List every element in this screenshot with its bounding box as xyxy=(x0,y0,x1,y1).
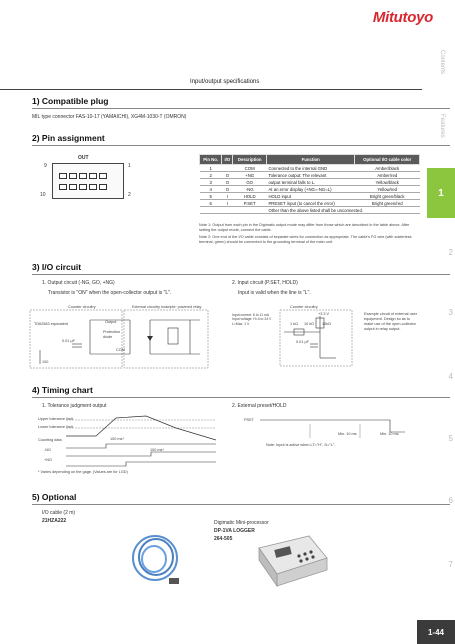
pin-note-1: Note 1: Output from each pin in the Digimatic output mode may differ from those which are described in the table above. After setting the output mode, connect the cable. xyxy=(199,223,410,232)
connector-pin9: 9 xyxy=(44,163,47,169)
varies-note: * Varies depending on the gage. (Values are for LGD) xyxy=(38,470,128,474)
tr-label: TD62583 equivalent xyxy=(34,322,68,326)
input-cap-label: 0.01 μF xyxy=(296,340,309,344)
tab-1[interactable]: 1 xyxy=(427,168,455,218)
preset-timing-diagram xyxy=(240,414,410,444)
min2-label: Min. 10 ms xyxy=(380,432,399,436)
tab-2[interactable]: 2 xyxy=(448,248,453,257)
col-io: I/O xyxy=(222,155,233,165)
heading-optional: 5) Optional xyxy=(32,492,77,502)
connector-label: OUT xyxy=(78,155,89,161)
table-row: 1 COM Connected to the internal GND Amber/black xyxy=(200,165,420,172)
connector-pin1: 1 xyxy=(128,163,131,169)
heading-pin-assignment: 2) Pin assignment xyxy=(32,133,105,143)
timing-item2: 2. External preset/HOLD xyxy=(232,403,287,409)
pin-note-2: Note 2: One end of the I/O cable consists of separate wires for connection as appropriate. The cable's FG wire (with solderless terminal, green) should be connected to the grounding terminal of the main unit. xyxy=(199,235,412,244)
input-circuit-diagram xyxy=(280,310,356,368)
section-title-bar xyxy=(0,79,422,90)
io-item1-title: 1. Output circuit (-NG, GO, +NG) xyxy=(42,280,115,286)
cable-label: I/O cable (2 m) xyxy=(42,510,76,516)
table-row: 6 I P.SET PRESET input (to cancel the error) Bright green/red xyxy=(200,200,420,207)
brand-logo: Mitutoyo xyxy=(372,9,433,26)
table-row-other: Other than the above listed shall be unconnected. xyxy=(200,207,420,214)
io-cable-image xyxy=(125,522,187,592)
pin-table xyxy=(199,154,420,214)
pos-label: +NG xyxy=(44,458,52,462)
input-r2-label: 10 kΩ xyxy=(304,322,315,326)
tolerance-timing-diagram xyxy=(66,414,216,474)
input-r3-label: 10kΩ xyxy=(322,322,331,326)
heading-io-circuit: 3) I/O circuit xyxy=(32,262,82,272)
io-item2-sub: Input is valid when the line is "L". xyxy=(238,290,311,296)
tab-3[interactable]: 3 xyxy=(448,308,453,317)
input-active-note: Note: Input is active when LT="H", D="L". xyxy=(266,443,336,447)
tab-7[interactable]: 7 xyxy=(448,560,453,569)
tab-5[interactable]: 5 xyxy=(448,434,453,443)
mini-processor-image xyxy=(253,528,331,590)
table-row: 3 O GO output terminal falls to L. Yellow/black xyxy=(200,179,420,186)
heading-timing-chart: 4) Timing chart xyxy=(32,385,93,395)
com-label: COM xyxy=(116,348,125,352)
section-title: Input/output specifications xyxy=(190,79,260,85)
processor-name: DP-1VA LOGGER xyxy=(214,528,255,534)
cable-code: 21HZA222 xyxy=(42,518,67,524)
timing-item1: 1. Tolerance judgment output xyxy=(42,403,107,409)
io-item2-title: 2. Input circuit (P.SET, HOLD) xyxy=(232,280,298,286)
min1-label: Min. 10 ms xyxy=(338,432,357,436)
protection-diode-label: Protection diode xyxy=(103,330,121,339)
example-circuit-note: Example circuit of external user equipment. Design so as to make use of the open-collector output in relay output. xyxy=(364,312,417,331)
connector-diagram xyxy=(52,163,124,199)
tab-contents[interactable]: Contents xyxy=(439,50,445,75)
page-number: 1-44 xyxy=(417,620,455,644)
external-circuitry-label: External circuitry example: powered relay xyxy=(132,305,202,309)
output-r-label: 100 xyxy=(42,360,49,364)
output-label: Output xyxy=(105,320,117,324)
t1-label: 100 ms* xyxy=(110,437,124,441)
lower-limit-label: Lower tolerance limit xyxy=(38,425,73,429)
output-cap-label: 0.01 μF xyxy=(62,339,75,343)
table-row: 2 O +NG Tolerance output: The relevant Amber/red xyxy=(200,172,420,179)
input-v-label: +3.3 V xyxy=(318,312,330,316)
processor-code: 264-505 xyxy=(214,536,233,542)
upper-limit-label: Upper tolerance limit xyxy=(38,417,73,421)
footer xyxy=(0,620,455,644)
input-spec: Input current: 6 to 11 mA Input voltage: H=4 to 24 V L=Max. 1 V xyxy=(232,313,272,326)
tab-features[interactable]: Features xyxy=(439,114,445,138)
col-pin-no: Pin No. xyxy=(200,155,222,165)
connector-pin10: 10 xyxy=(40,192,46,198)
pset-label: PSET xyxy=(244,418,254,422)
table-row: 4 O -NG At an error display (+NG=-NG=L) Yellow/red xyxy=(200,186,420,193)
tab-4[interactable]: 4 xyxy=(448,372,453,381)
side-tabs xyxy=(425,36,455,596)
counter-circuitry-label-2: Counter circuitry xyxy=(290,305,318,309)
counter-circuitry-label: Counter circuitry xyxy=(68,305,96,309)
heading-compatible-plug: 1) Compatible plug xyxy=(32,96,109,106)
io-item1-sub: Transistor is "ON" when the open-collector output is "L". xyxy=(48,290,172,296)
output-circuit-diagram xyxy=(30,310,210,372)
connector-pin2: 2 xyxy=(128,192,131,198)
col-function: Function xyxy=(266,155,355,165)
counting-data-label: Counting data xyxy=(38,438,62,442)
tab-6[interactable]: 6 xyxy=(448,496,453,505)
table-row: 5 I HOLD HOLD input Bright green/black xyxy=(200,193,420,200)
input-r1-label: 1 kΩ xyxy=(290,322,298,326)
col-cable-color: Optional I/O cable color xyxy=(355,155,420,165)
t2-label: 100 ms* xyxy=(150,448,164,452)
compatible-plug-text: MIL type connector FAS-10-17 (YAMAICHI), XG4M-1030-T (OMRON) xyxy=(32,114,187,120)
neg-label: -NG xyxy=(44,448,51,452)
processor-label: Digimatic Mini-processor xyxy=(214,520,269,526)
col-description: Description xyxy=(233,155,267,165)
